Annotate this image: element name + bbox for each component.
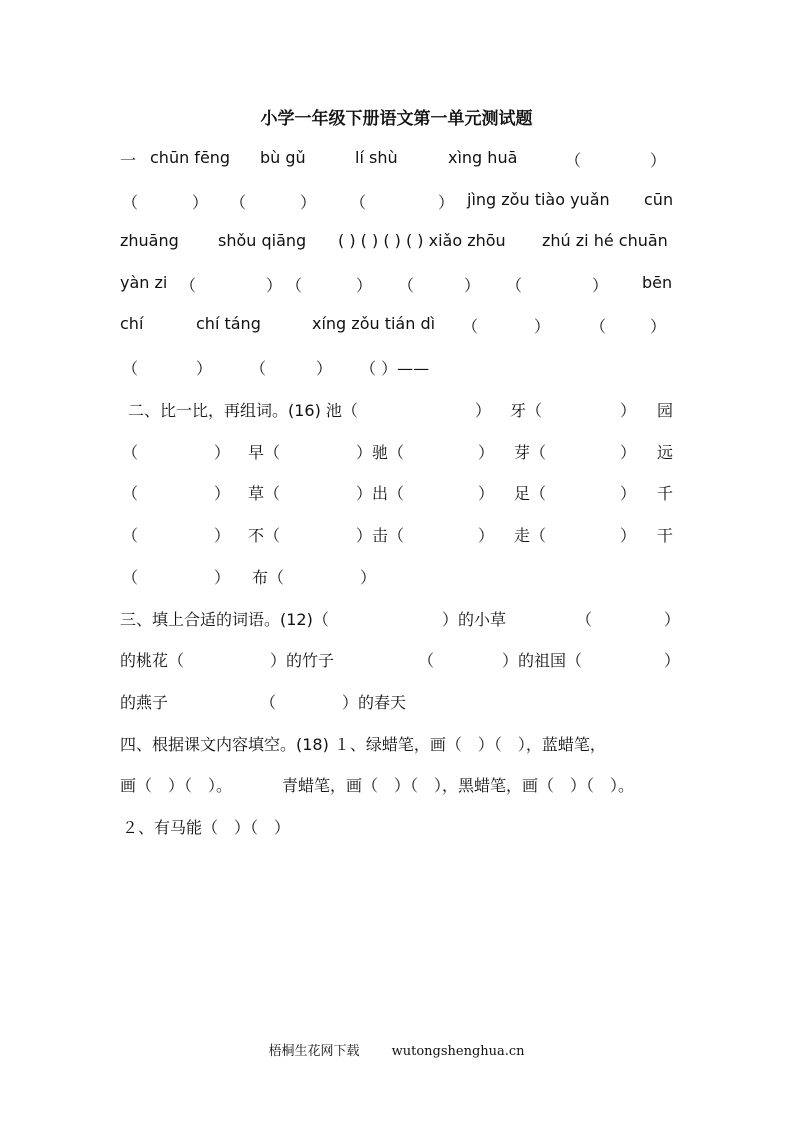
answer-blank-open: （ (590, 317, 607, 336)
fill-words-line-3 (120, 690, 675, 716)
answer-blank-close: ） (664, 610, 681, 629)
compare-char: 足（ (514, 484, 547, 503)
compare-char: 牙（ (510, 401, 543, 420)
compare-line-5 (120, 565, 675, 591)
answer-blank-close: ） (620, 401, 637, 420)
compare-char: 园 (657, 401, 674, 420)
section-one-label: 一 (120, 151, 137, 170)
pinyin-item: cūn (644, 190, 674, 209)
answer-blank-close: ） (650, 317, 667, 336)
fill-phrase: 的桃花（ (120, 651, 185, 670)
answer-blank-close: ） (650, 151, 667, 170)
content-fill-line-1 (120, 732, 675, 758)
pinyin-line-6 (120, 356, 675, 382)
pinyin-item: zhuāng (120, 231, 179, 250)
answer-blank-close: ） (360, 568, 377, 587)
fill-phrase: 青蜡笔，画（ ）（ ），黑蜡笔，画（ ）（ ）。 (282, 776, 635, 795)
pinyin-item: shǒu qiāng (218, 231, 307, 250)
answer-blank-open: （ (398, 276, 415, 295)
answer-blank-open: （ (506, 276, 523, 295)
answer-blank-close: ） (478, 484, 495, 503)
compare-char: ）击（ (356, 526, 405, 545)
pinyin-line-3 (120, 231, 675, 257)
answer-blank-open: （ (122, 193, 139, 212)
content-fill-line-2 (120, 773, 675, 799)
answer-blank-open: （ (122, 359, 139, 378)
answer-blank-close: ） (196, 359, 213, 378)
compare-line-2 (120, 440, 675, 466)
answer-blank-close: ） (300, 193, 317, 212)
section-four-heading: 四、根据课文内容填空。(18) １、绿蜡笔，画（ ）（ ），蓝蜡笔， (120, 735, 606, 754)
compare-char: ）驰（ (356, 443, 405, 462)
fill-phrase: ２、有马能（ ）（ ） (122, 818, 291, 837)
page-title: 小学一年级下册语文第一单元测试题 (260, 109, 533, 129)
pinyin-item: lí shù (355, 148, 398, 167)
answer-blank-open: （ (122, 443, 139, 462)
pinyin-item: ( ) ( ) ( ) ( ) xiǎo zhōu (338, 231, 506, 250)
compare-char: 走（ (514, 526, 547, 545)
answer-blank-close: ） (478, 526, 495, 545)
compare-char: ）出（ (356, 484, 405, 503)
answer-blank-close: ） (438, 193, 455, 212)
pinyin-item: bù gǔ (260, 148, 306, 167)
fill-phrase: ）的竹子 (270, 651, 335, 670)
pinyin-item: chūn fēng (150, 148, 231, 167)
pinyin-item: xìng huā (448, 148, 518, 167)
answer-blank-open: （ (462, 317, 479, 336)
section-three-heading: 三、填上合适的词语。(12)（ (120, 610, 329, 629)
compare-char: 芽（ (514, 443, 547, 462)
answer-blank-close: ） (214, 526, 231, 545)
compare-char: 干 (657, 526, 674, 545)
compare-char: 布（ (252, 568, 285, 587)
pinyin-item: chí táng (196, 314, 261, 333)
answer-blank-open: （ (350, 193, 367, 212)
compare-line-1 (120, 398, 675, 424)
answer-blank-open: （ (565, 151, 582, 170)
compare-char: 远 (657, 443, 674, 462)
answer-blank-close: ） (192, 193, 209, 212)
answer-blank-close: ） (266, 276, 283, 295)
answer-blank-open: （ (180, 276, 197, 295)
pinyin-line-1 (120, 148, 675, 174)
answer-blank-close: ） (664, 651, 681, 670)
pinyin-item: bēn (642, 273, 673, 292)
pinyin-item: xíng zǒu tián dì (312, 314, 436, 333)
answer-blank-open: （ (122, 484, 139, 503)
compare-char: 不（ (248, 526, 281, 545)
answer-blank-open: （ (260, 693, 277, 712)
fill-phrase: ）的小草 (442, 610, 507, 629)
answer-blank-close: ） (478, 443, 495, 462)
pinyin-item: yàn zi (120, 273, 168, 292)
answer-blank-close: ） (464, 276, 481, 295)
answer-blank-close: ） (475, 401, 492, 420)
answer-blank-close: ） (592, 276, 609, 295)
fill-words-line-2 (120, 648, 681, 674)
answer-blank-open: （ (230, 193, 247, 212)
pinyin-line-5 (120, 314, 675, 340)
compare-line-3 (120, 481, 675, 507)
answer-blank-open: （ (286, 276, 303, 295)
compare-char: 草（ (248, 484, 281, 503)
answer-blank-close: ） (620, 443, 637, 462)
pinyin-item: zhú zi hé chuān (542, 231, 668, 250)
answer-blank-open: （ (122, 526, 139, 545)
answer-blank-close: ） (214, 568, 231, 587)
answer-blank-close: ） (214, 443, 231, 462)
answer-blank-close: ） (534, 317, 551, 336)
compare-char: 千 (657, 484, 674, 503)
fill-phrase: 的燕子 (120, 693, 169, 712)
answer-blank-open: （ (250, 359, 267, 378)
answer-blank-close: ） (316, 359, 333, 378)
answer-blank-open: （ (122, 568, 139, 587)
compare-line-4 (120, 523, 675, 549)
answer-blank-close: ） (356, 276, 373, 295)
fill-words-line-1 (120, 607, 681, 633)
answer-blank-close: ） (620, 484, 637, 503)
fill-phrase: 画（ ）（ ）。 (120, 776, 233, 795)
pinyin-line-4 (120, 273, 675, 299)
pinyin-item: chí (120, 314, 144, 333)
content-fill-line-3 (120, 815, 675, 841)
fill-phrase: ）的祖国（ (502, 651, 583, 670)
compare-char: 早（ (248, 443, 281, 462)
footer-site-name: 梧桐生花网下载 (268, 1044, 360, 1059)
footer-site-url: wutongshenghua.cn (391, 1044, 525, 1059)
fill-phrase: ）的春天 (342, 693, 407, 712)
section-two-heading: 二、比一比，再组词。(16) 池（ (128, 401, 358, 420)
pinyin-line-2 (120, 190, 675, 216)
answer-blank-close: ） (620, 526, 637, 545)
page-footer (0, 1040, 793, 1059)
answer-blank-open: （ (418, 651, 435, 670)
answer-blank-open: （ (576, 610, 593, 629)
pinyin-item: jìng zǒu tiào yuǎn (467, 190, 610, 209)
answer-blank-with-dash: （ ）—— (360, 359, 430, 378)
answer-blank-close: ） (214, 484, 231, 503)
